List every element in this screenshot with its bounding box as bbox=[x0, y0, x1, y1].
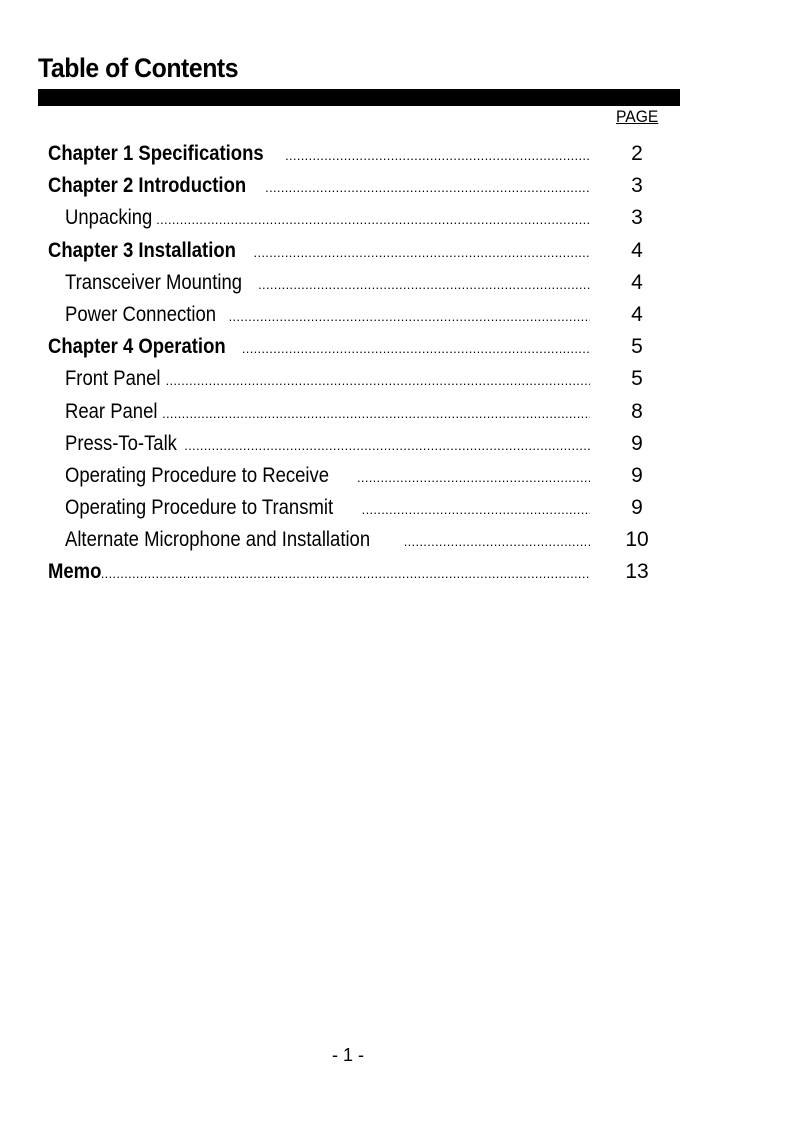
dot-leader bbox=[156, 206, 590, 232]
toc-entry-label: Power Connection bbox=[65, 302, 217, 326]
toc-entry-unpacking[interactable] bbox=[0, 202, 793, 234]
toc-entry-label: Rear Panel bbox=[65, 399, 158, 423]
toc-entry-label: Front Panel bbox=[65, 367, 161, 391]
dot-leader bbox=[101, 560, 590, 586]
toc-entry-label: Unpacking bbox=[65, 206, 153, 230]
dot-leader bbox=[285, 142, 590, 168]
dot-leader bbox=[362, 496, 590, 522]
dot-leader bbox=[265, 174, 590, 200]
toc-entry-page: 2 bbox=[631, 142, 643, 165]
page-title: Table of Contents bbox=[38, 53, 239, 83]
toc-entry-page: 5 bbox=[631, 335, 643, 359]
table-of-contents bbox=[0, 138, 793, 589]
toc-entry-page: 3 bbox=[631, 174, 643, 198]
toc-entry-label: Chapter 3 Installation bbox=[48, 238, 236, 262]
toc-entry-page: 10 bbox=[625, 528, 649, 552]
toc-entry-page: 9 bbox=[631, 496, 643, 520]
toc-entry-label: Alternate Microphone and Installation bbox=[65, 528, 371, 552]
toc-entry-page: 13 bbox=[625, 560, 649, 584]
toc-entry-page: 9 bbox=[631, 463, 643, 487]
toc-entry-label: Press-To-Talk bbox=[65, 431, 177, 455]
toc-entry-operating-procedure-to-transmit[interactable] bbox=[0, 492, 793, 524]
toc-entry-alternate-microphone-and-installation[interactable] bbox=[0, 524, 793, 556]
dot-leader bbox=[404, 528, 590, 554]
toc-entry-chapter-4-operation[interactable] bbox=[0, 331, 793, 363]
footer-page-number: - 1 - bbox=[331, 1045, 364, 1065]
toc-entry-chapter-3-installation[interactable] bbox=[0, 235, 793, 267]
toc-entry-label: Operating Procedure to Receive bbox=[65, 463, 329, 487]
toc-entry-front-panel[interactable] bbox=[0, 363, 793, 395]
toc-entry-label: Chapter 1 Specifications bbox=[48, 142, 264, 165]
toc-entry-label: Memo bbox=[48, 560, 102, 584]
toc-entry-page: 4 bbox=[631, 238, 643, 262]
toc-entry-label: Chapter 4 Operation bbox=[48, 335, 226, 359]
toc-entry-page: 9 bbox=[631, 431, 643, 455]
dot-leader bbox=[229, 303, 590, 329]
dot-leader bbox=[184, 432, 590, 458]
dot-leader bbox=[258, 271, 590, 297]
dot-leader bbox=[166, 367, 590, 393]
toc-entry-chapter-2-introduction[interactable] bbox=[0, 170, 793, 202]
toc-entry-label: Transceiver Mounting bbox=[65, 270, 243, 294]
toc-entry-page: 8 bbox=[631, 399, 643, 423]
toc-entry-chapter-1-specifications[interactable] bbox=[0, 138, 793, 170]
toc-entry-page: 4 bbox=[631, 270, 643, 294]
dot-leader bbox=[162, 400, 590, 426]
dot-leader bbox=[242, 335, 590, 361]
toc-entry-label: Chapter 2 Introduction bbox=[48, 174, 247, 198]
dot-leader bbox=[357, 464, 590, 490]
toc-entry-page: 5 bbox=[631, 367, 643, 391]
title-underline-bar bbox=[38, 89, 680, 106]
toc-entry-page: 4 bbox=[631, 302, 643, 326]
toc-entry-rear-panel[interactable] bbox=[0, 396, 793, 428]
toc-entry-memo[interactable] bbox=[0, 556, 793, 588]
toc-entry-operating-procedure-to-receive[interactable] bbox=[0, 460, 793, 492]
toc-entry-page: 3 bbox=[631, 206, 643, 230]
toc-entry-transceiver-mounting[interactable] bbox=[0, 267, 793, 299]
toc-entry-label: Operating Procedure to Transmit bbox=[65, 496, 334, 520]
dot-leader bbox=[254, 239, 590, 265]
page-column-header: PAGE bbox=[616, 107, 659, 126]
toc-entry-power-connection[interactable] bbox=[0, 299, 793, 331]
toc-entry-press-to-talk[interactable] bbox=[0, 428, 793, 460]
